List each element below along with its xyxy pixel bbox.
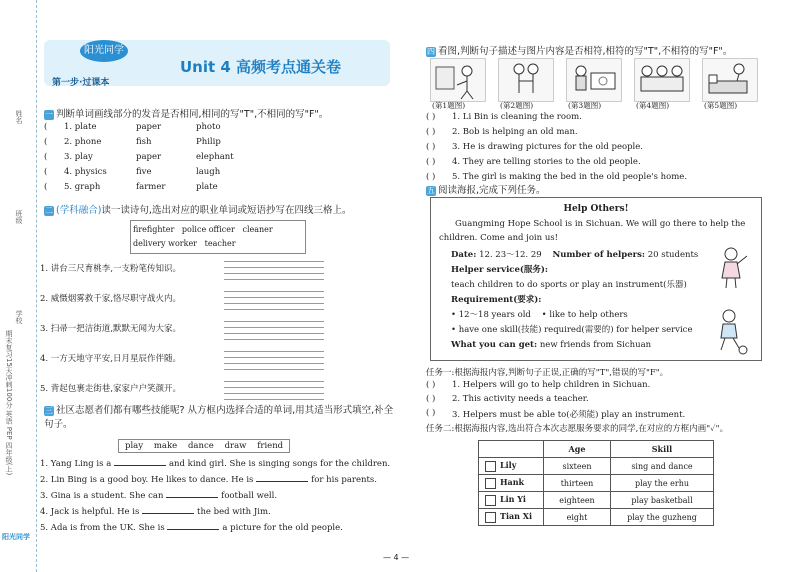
name-label: 姓名	[15, 110, 23, 124]
name-cell	[479, 509, 544, 526]
task1-instruction: 任务一:根据海报内容,判断句子正误,正确的写"T",错误的写"F"。	[426, 368, 669, 378]
poster: Help Others! Guangming Hope School is in Sichuan. We will go there to help the children. Come and join us! Date: 12. 23～12. 29 Number of helpers: 20 students Helper service(服务): teach children to do sports or play an instrument(乐器) Requirement(要求): • 12～18 years old • like to help others • have one skill(技能) required(需要的) for helper service What you can get: new friends from Sichuan	[430, 197, 762, 361]
four-line-grid[interactable]	[224, 256, 324, 280]
four-line-grid[interactable]	[224, 286, 324, 310]
s2-poem-item: 3. 扫帚一把洁街道,默默无闻为大家。	[40, 324, 182, 334]
answer-bracket[interactable]: ( )	[426, 172, 436, 182]
s3-sentence	[40, 523, 343, 533]
answer-bracket[interactable]: ( )	[426, 380, 436, 390]
boy-football-illustration	[713, 308, 749, 356]
answer-bracket[interactable]: ( )	[426, 127, 436, 137]
skill-cell: play the guzheng	[611, 509, 714, 526]
name-cell	[479, 492, 544, 509]
answer-bracket[interactable]: ( )	[426, 112, 436, 122]
s5-instruction: 五 阅读海报,完成下列任务。	[427, 185, 546, 196]
question-word: 4. physics	[64, 167, 107, 177]
option-word: plate	[196, 182, 218, 192]
picture-3	[566, 58, 622, 102]
sentence-end: a picture for the old people.	[222, 523, 343, 533]
s4-sentence: 3. He is drawing pictures for the old people.	[452, 142, 644, 152]
fill-blank[interactable]	[142, 513, 194, 514]
task2-instruction: 任务二:根据海报内容,选出符合本次志愿服务要求的同学,在对应的方框内画"✓"。	[426, 424, 729, 434]
s3-instruction: 三 社区志愿者们都有哪些技能呢? 从方框内选择合适的单词,用其适当形式填空,补全句子。	[44, 405, 394, 430]
option-word: paper	[136, 152, 162, 162]
s1-row	[44, 152, 256, 162]
fill-blank[interactable]	[167, 529, 219, 530]
sentence-end: and kind girl. She is singing songs for the children.	[168, 459, 391, 469]
task1-sentence: 2. This activity needs a teacher.	[452, 394, 589, 404]
s1-row	[44, 137, 256, 147]
s2-number: 二	[45, 205, 53, 215]
side-logo: 阳光同学	[2, 533, 30, 541]
picture-caption: (第1题图)	[432, 101, 466, 110]
sentence-start: 2. Lin Bing is a good boy. He likes to dance. He is	[40, 475, 257, 485]
student-name: Lin Yi	[500, 494, 526, 505]
picture-4	[634, 58, 690, 102]
option-word: laugh	[196, 167, 221, 177]
s4-sentence: 2. Bob is helping an old man.	[452, 127, 578, 137]
option-word: five	[136, 167, 152, 177]
checkbox[interactable]	[485, 512, 496, 523]
s3-word-box: play make dance draw friend	[118, 439, 290, 453]
answer-bracket[interactable]: ( )	[426, 142, 436, 152]
answer-bracket[interactable]: ( )	[426, 408, 436, 418]
class-label: 班级	[15, 210, 23, 224]
s2-instruction: 二 (学科融合)读一读诗句,选出对应的职业单词或短语抄写在四线三格上。	[45, 205, 352, 216]
table-row	[479, 475, 714, 492]
skill-cell: play basketball	[611, 492, 714, 509]
option-word: photo	[196, 122, 221, 132]
task1-sentence: 3. Helpers must be able to(必须能) play an instrument.	[452, 410, 686, 420]
s3-number: 三	[45, 405, 53, 415]
option-word: farmer	[136, 182, 166, 192]
answer-bracket[interactable]: ( )	[426, 157, 436, 167]
picture-caption: (第4题图)	[636, 101, 670, 110]
sentence-start: 1. Yang Ling is a	[40, 459, 114, 469]
option-word: paper	[136, 122, 162, 132]
table-row	[479, 458, 714, 475]
picture-caption: (第3题图)	[568, 101, 602, 110]
fill-blank[interactable]	[256, 481, 308, 482]
s4-sentence: 1. Li Bin is cleaning the room.	[452, 112, 582, 122]
skills-table	[478, 440, 714, 526]
s1-number: 一	[45, 109, 53, 119]
age-cell: thirteen	[544, 475, 611, 492]
s4-sentence: 5. The girl is making the bed in the old people's home.	[452, 172, 688, 182]
header-logo: 阳光同学	[80, 40, 128, 62]
fill-blank[interactable]	[166, 497, 218, 498]
age-cell: eight	[544, 509, 611, 526]
picture-caption: (第2题图)	[500, 101, 534, 110]
s2-poem-item: 5. 背起包裹走街巷,家家户户笑颜开。	[40, 384, 182, 394]
s3-sentence	[40, 507, 271, 517]
poster-title: Help Others!	[563, 204, 629, 214]
four-line-grid[interactable]	[224, 346, 324, 370]
sentence-start: 4. Jack is helpful. He is	[40, 507, 143, 517]
answer-bracket[interactable]: ( )	[426, 394, 436, 404]
s4-sentence: 4. They are telling stories to the old people.	[452, 157, 641, 167]
table-header-name	[479, 441, 544, 458]
picture-2	[498, 58, 554, 102]
question-word: 5. graph	[64, 182, 101, 192]
sentence-end: for his parents.	[311, 475, 377, 485]
answer-bracket[interactable]: (	[44, 152, 48, 162]
book-label: 期末复习15天冲刺100分 英语 PEP 四年级(上)	[5, 330, 13, 476]
fill-blank[interactable]	[114, 465, 166, 466]
question-word: 2. phone	[64, 137, 102, 147]
answer-bracket[interactable]: (	[44, 167, 48, 177]
option-word: elephant	[196, 152, 234, 162]
page-number: — 4 —	[383, 553, 410, 562]
four-line-grid[interactable]	[224, 316, 324, 340]
skill-cell: play the erhu	[611, 475, 714, 492]
s1-instruction: 一 判断单词画线部分的发音是否相同,相同的写"T",不相同的写"F"。	[45, 109, 329, 120]
table-header-skill: Skill	[611, 441, 714, 458]
girl-violin-illustration	[713, 246, 749, 290]
answer-bracket[interactable]: (	[44, 182, 48, 192]
school-label: 学校	[15, 310, 23, 324]
s3-sentence	[40, 459, 390, 469]
s4-number: 四	[427, 46, 435, 56]
picture-caption: (第5题图)	[704, 101, 738, 110]
skill-cell: sing and dance	[611, 458, 714, 475]
s3-sentence	[40, 475, 377, 485]
s2-poem-item: 2. 威慑烟雾救千家,恪尽职守战火内。	[40, 294, 182, 304]
student-name: Hank	[500, 477, 525, 488]
s1-row	[44, 167, 256, 177]
age-cell: sixteen	[544, 458, 611, 475]
question-word: 3. play	[64, 152, 93, 162]
s1-row	[44, 182, 256, 192]
table-row	[479, 509, 714, 526]
sentence-end: football well.	[221, 491, 278, 501]
option-word: Philip	[196, 137, 221, 147]
s2-word-box: firefighter police officer cleaner delivery worker teacher	[130, 220, 306, 254]
question-word: 1. plate	[64, 122, 97, 132]
student-name: Lily	[500, 460, 517, 471]
s3-sentence	[40, 491, 277, 501]
table-header-age: Age	[544, 441, 611, 458]
task1-sentence: 1. Helpers will go to help children in Sichuan.	[452, 380, 651, 390]
answer-bracket[interactable]: (	[44, 122, 48, 132]
four-line-grid[interactable]	[224, 376, 324, 400]
answer-bracket[interactable]: (	[44, 137, 48, 147]
checkbox[interactable]	[485, 495, 496, 506]
sentence-start: 3. Gina is a student. She can	[40, 491, 167, 501]
s1-row	[44, 122, 256, 132]
step-label: 第一步·过课本	[52, 78, 110, 88]
checkbox[interactable]	[485, 461, 496, 472]
s4-instruction: 四 看图,判断句子描述与图片内容是否相符,相符的写"T",不相符的写"F"。	[427, 46, 733, 57]
table-row	[479, 492, 714, 509]
option-word: fish	[136, 137, 152, 147]
picture-1	[430, 58, 486, 102]
sentence-start: 5. Ada is from the UK. She is	[40, 523, 168, 533]
s2-poem-item: 4. 一方天地守平安,日月星辰作伴随。	[40, 354, 182, 364]
picture-5	[702, 58, 758, 102]
page-title: Unit 4 高频考点通关卷	[180, 58, 342, 76]
age-cell: eighteen	[544, 492, 611, 509]
s2-poem-item: 1. 讲台三尺育桃李,一支粉笔传知识。	[40, 264, 182, 274]
name-cell	[479, 475, 544, 492]
poster-intro: Guangming Hope School is in Sichuan. We will go there to help the children. Come and join us!	[439, 219, 746, 243]
checkbox[interactable]	[485, 478, 496, 489]
student-name: Tian Xi	[500, 511, 533, 522]
sentence-end: the bed with Jim.	[197, 507, 271, 517]
s5-number: 五	[427, 185, 435, 195]
name-cell	[479, 458, 544, 475]
